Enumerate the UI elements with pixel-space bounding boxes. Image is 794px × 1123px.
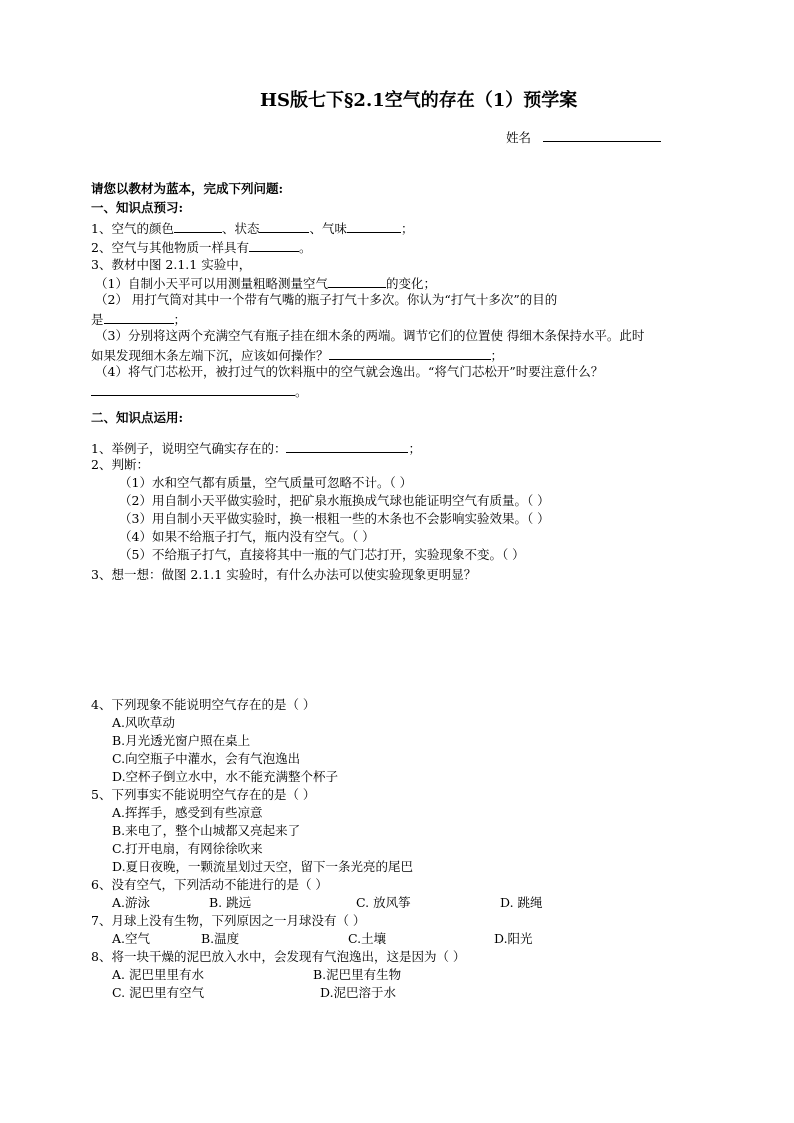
blank-color[interactable]	[174, 219, 222, 233]
blank-purpose[interactable]	[104, 310, 174, 324]
blank-smell[interactable]	[347, 219, 401, 233]
blank-state[interactable]	[259, 219, 309, 233]
q4-option: D.空杯子倒立水中，水不能充满整个杯子	[112, 769, 339, 784]
q4-option: B.月光透光窗户照在桌上	[112, 733, 251, 748]
q4-option: A.风吹草动	[112, 715, 176, 730]
name-label: 姓名	[506, 130, 532, 145]
section2-heading: 二、知识点运用:	[91, 410, 184, 425]
judge-item: （3）用自制小天平做实验时，换一根粗一些的木条也不会影响实验效果。（ ）	[119, 511, 550, 526]
q4-stem: 4、下列现象不能说明空气存在的是（ ）	[91, 697, 316, 712]
q6-option: B. 跳远	[209, 895, 252, 910]
judge-item: （4）如果不给瓶子打气，瓶内没有空气。（ ）	[119, 529, 375, 544]
blank-property[interactable]	[249, 238, 299, 252]
s1-q3-4b: 。	[91, 382, 308, 399]
judge-item: （5）不给瓶子打气，直接将其中一瓶的气门芯打开，实验现象不变。（ ）	[119, 547, 525, 562]
s1-q3: 3、教材中图 2.1.1 实验中，	[91, 257, 252, 272]
q5-option: A.挥挥手，感受到有些凉意	[112, 805, 263, 820]
q4-option: C.向空瓶子中灌水，会有气泡逸出	[112, 751, 301, 766]
q8-stem: 8、将一块干燥的泥巴放入水中，会发现有气泡逸出，这是因为（ ）	[91, 949, 466, 964]
name-field	[506, 128, 661, 146]
section1-heading: 一、知识点预习:	[91, 200, 184, 215]
s2-q3: 3、想一想：做图 2.1.1 实验时，有什么办法可以使实验现象更明显？	[91, 567, 477, 582]
blank-operation[interactable]	[329, 346, 491, 360]
s1-q3-3b: 如果发现细木条左端下沉，应该如何操作？ ；	[91, 348, 504, 363]
s2-q1: 1、举例子，说明空气确实存在的： ；	[91, 441, 421, 456]
q7-option: B.温度	[201, 931, 240, 946]
q7-stem: 7、月球上没有生物，下列原因之一月球没有（ ）	[91, 913, 366, 928]
blank-example[interactable]	[286, 439, 408, 453]
judge-item: （2）用自制小天平做实验时，把矿泉水瓶换成气球也能证明空气有质量。（ ）	[119, 493, 550, 508]
q8-option: C. 泥巴里有空气	[112, 985, 205, 1000]
q7-option: D.阳光	[494, 931, 533, 946]
q6-option: A.游泳	[112, 895, 151, 910]
blank-air-change[interactable]	[328, 274, 386, 288]
instruction: 请您以教材为蓝本，完成下列问题:	[91, 181, 284, 196]
q7-option: C.土壤	[348, 931, 387, 946]
q5-option: B.来电了，整个山城都又亮起来了	[112, 823, 301, 838]
q5-option: C.打开电扇，有网徐徐吹来	[112, 841, 263, 856]
s1-q3-1: （1）自制小天平可以用测量粗略测量空气 的变化；	[95, 276, 436, 291]
q5-option: D.夏日夜晚，一颗流星划过天空，留下一条光亮的尾巴	[112, 859, 414, 874]
q8-option: B.泥巴里有生物	[313, 967, 402, 982]
q5-stem: 5、下列事实不能说明空气存在的是（ ）	[91, 787, 316, 802]
s1-q1: 1、空气的颜色 、状态 、气味 ；	[91, 221, 414, 236]
judge-item: （1）水和空气都有质量，空气质量可忽略不计。（ ）	[119, 475, 413, 490]
s1-q2: 2、空气与其他物质一样具有 。	[91, 240, 312, 255]
q7-option: A.空气	[112, 931, 151, 946]
q8-option: A. 泥巴里里有水	[112, 967, 204, 982]
q6-stem: 6、没有空气，下列活动不能进行的是（ ）	[91, 877, 328, 892]
q8-option: D.泥巴溶于水	[320, 985, 397, 1000]
s1-q3-4a: （4）将气门芯松开，被打过气的饮料瓶中的空气就会逸出。“将气门芯松开”时要注意什么？	[95, 364, 604, 379]
q6-option: D. 跳绳	[500, 895, 543, 910]
s1-q3-2b: 是 ；	[91, 312, 187, 327]
blank-attention[interactable]	[91, 382, 295, 396]
name-input-blank[interactable]	[543, 128, 661, 142]
q6-option: C. 放风筝	[356, 895, 411, 910]
s1-q3-3a: （3）分别将这两个充满空气有瓶子挂在细木条的两端。调节它们的位置使 得细木条保持水平。此时	[95, 328, 645, 343]
s1-q3-2a: （2） 用打气筒对其中一个带有气嘴的瓶子打气十多次。你认为“打气十多次”的目的	[95, 292, 558, 307]
s2-q2: 2、判断：	[91, 457, 149, 472]
page-title: HS版七下§2.1空气的存在（1）预学案	[260, 90, 578, 111]
